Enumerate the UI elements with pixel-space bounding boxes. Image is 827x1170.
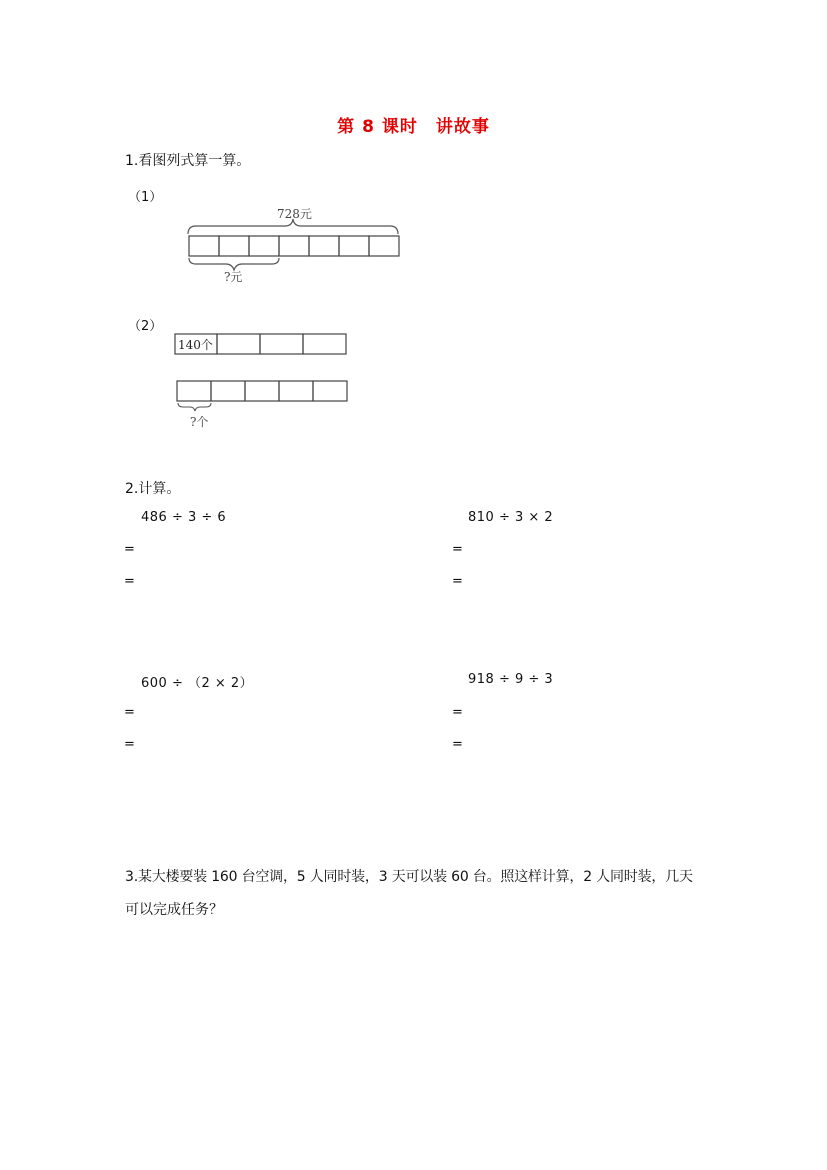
unknown-label: ?元	[224, 270, 243, 284]
row-2-box	[177, 381, 211, 401]
equals-sign: =	[452, 737, 463, 752]
page-title: 第 8 课时 讲故事	[337, 117, 490, 137]
row-1-box	[303, 334, 346, 354]
segment-box	[339, 236, 369, 256]
problem-expression: 810 ÷ 3 × 2	[468, 510, 554, 525]
row-2-box	[211, 381, 245, 401]
question-3-line-2: 可以完成任务？	[125, 902, 223, 918]
segment-box	[309, 236, 339, 256]
top-brace	[188, 219, 398, 234]
row-1-first-cell-label: 140个	[178, 338, 213, 352]
equals-sign: =	[452, 542, 463, 557]
segment-box	[219, 236, 249, 256]
question-2-heading: 2.计算。	[125, 481, 181, 497]
problem-expression: 486 ÷ 3 ÷ 6	[141, 510, 227, 525]
equals-sign: =	[452, 705, 463, 720]
question-1-heading: 1.看图列式算一算。	[125, 153, 251, 169]
row-1-box	[260, 334, 303, 354]
row-2-brace	[178, 403, 211, 411]
question-3-line-1: 3.某大楼要装 160 台空调，5 人同时装，3 天可以装 60 台。照这样计算，2 人同时装，几天	[125, 869, 693, 885]
part-2-label: （2）	[128, 319, 163, 334]
equals-sign: =	[452, 574, 463, 589]
equals-sign: =	[124, 705, 135, 720]
equals-sign: =	[124, 737, 135, 752]
row-1-box	[217, 334, 260, 354]
problem-expression: 918 ÷ 9 ÷ 3	[468, 672, 554, 687]
segment-box	[279, 236, 309, 256]
part-1-label: （1）	[128, 190, 163, 205]
row-2-box	[279, 381, 313, 401]
row-2-box	[245, 381, 279, 401]
equals-sign: =	[124, 574, 135, 589]
bottom-brace	[189, 258, 279, 270]
row-2-bar	[177, 381, 347, 401]
diagram-140-ge	[170, 330, 355, 435]
problem-expression: 600 ÷ （2 × 2）	[141, 676, 254, 691]
total-label: 728元	[277, 207, 312, 221]
segment-box	[369, 236, 399, 256]
equals-sign: =	[124, 542, 135, 557]
diagram-728-yuan	[180, 200, 410, 290]
segment-box	[249, 236, 279, 256]
row-2-box	[313, 381, 347, 401]
segment-box	[189, 236, 219, 256]
row-2-unknown-label: ?个	[190, 415, 209, 429]
segment-bar	[189, 236, 399, 256]
